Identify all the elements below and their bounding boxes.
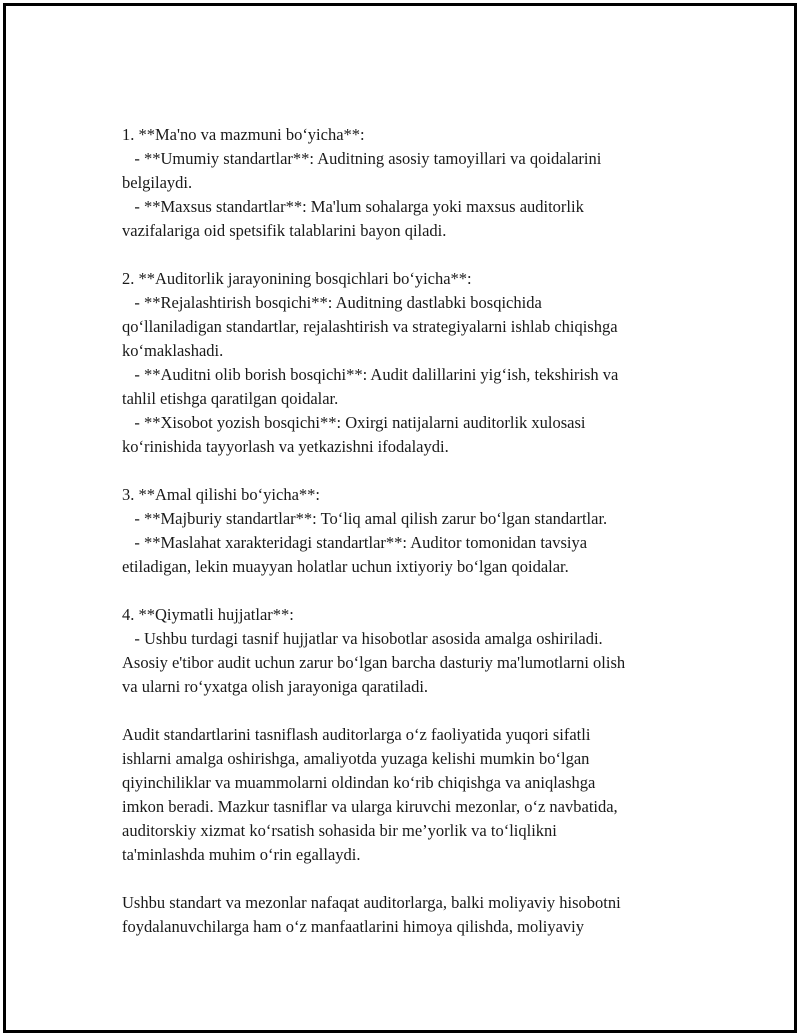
text-line: - **Auditni olib borish bosqichi**: Audit dalillarini yig‘ish, tekshirish va [122,365,619,384]
document-body [122,123,702,939]
text-line: 2. **Auditorlik jarayonining bosqichlari bo‘yicha**: [122,269,472,288]
text-line: - **Xisobot yozish bosqichi**: Oxirgi natijalarni auditorlik xulosasi [122,413,586,432]
text-line: - **Rejalashtirish bosqichi**: Auditning dastlabki bosqichida [122,293,542,312]
text-line: - **Maslahat xarakteridagi standartlar**: Auditor tomonidan tavsiya [122,533,588,552]
section-3 [122,483,702,579]
text-line: Audit standartlarini tasniflash auditorlarga o‘z faoliyatida yuqori sifatli [122,725,591,744]
text-line: vazifalariga oid spetsifik talablarini bayon qiladi. [122,221,447,240]
text-line: ishlarni amalga oshirishga, amaliyotda yuzaga kelishi mumkin bo‘lgan [122,749,590,768]
text-line: ta'minlashda muhim o‘rin egallaydi. [122,845,361,864]
section-1 [122,123,702,243]
text-line: - **Maxsus standartlar**: Ma'lum sohalarga yoki maxsus auditorlik [122,197,584,216]
section-2 [122,267,702,459]
section-4 [122,603,702,699]
text-line: imkon beradi. Mazkur tasniflar va ularga kiruvchi mezonlar, o‘z navbatida, [122,797,618,816]
paragraph-gap [122,459,702,483]
text-line: ko‘rinishida tayyorlash va yetkazishni ifodalaydi. [122,437,449,456]
paragraph-gap [122,699,702,723]
paragraph-closing [122,891,702,939]
paragraph-gap [122,243,702,267]
paragraph-summary [122,723,702,867]
text-line: tahlil etishga qaratilgan qoidalar. [122,389,339,408]
text-line: 1. **Ma'no va mazmuni bo‘yicha**: [122,125,365,144]
text-line: qiyinchiliklar va muammolarni oldindan ko‘rib chiqishga va aniqlashga [122,773,596,792]
paragraph-gap [122,867,702,891]
paragraph-gap [122,579,702,603]
text-line: belgilaydi. [122,173,193,192]
text-line: Ushbu standart va mezonlar nafaqat auditorlarga, balki moliyaviy hisobotni [122,893,621,912]
text-line: - Ushbu turdagi tasnif hujjatlar va hisobotlar asosida amalga oshiriladi. [122,629,603,648]
text-line: foydalanuvchilarga ham o‘z manfaatlarini himoya qilishda, moliyaviy [122,917,585,936]
text-line: Asosiy e'tibor audit uchun zarur bo‘lgan barcha dasturiy ma'lumotlarni olish [122,653,626,672]
text-line: - **Umumiy standartlar**: Auditning asosiy tamoyillari va qoidalarini [122,149,602,168]
text-line: qo‘llaniladigan standartlar, rejalashtirish va strategiyalarni ishlab chiqishga [122,317,618,336]
text-line: etiladigan, lekin muayyan holatlar uchun ixtiyoriy bo‘lgan qoidalar. [122,557,569,576]
text-line: 3. **Amal qilishi bo‘yicha**: [122,485,320,504]
text-line: ko‘maklashadi. [122,341,224,360]
text-line: auditorskiy xizmat ko‘rsatish sohasida bir me’yorlik va to‘liqlikni [122,821,557,840]
text-line: va ularni ro‘yxatga olish jarayoniga qaratiladi. [122,677,429,696]
text-line: 4. **Qiymatli hujjatlar**: [122,605,294,624]
page-frame [3,3,797,1033]
text-line: - **Majburiy standartlar**: To‘liq amal qilish zarur bo‘lgan standartlar. [122,509,608,528]
